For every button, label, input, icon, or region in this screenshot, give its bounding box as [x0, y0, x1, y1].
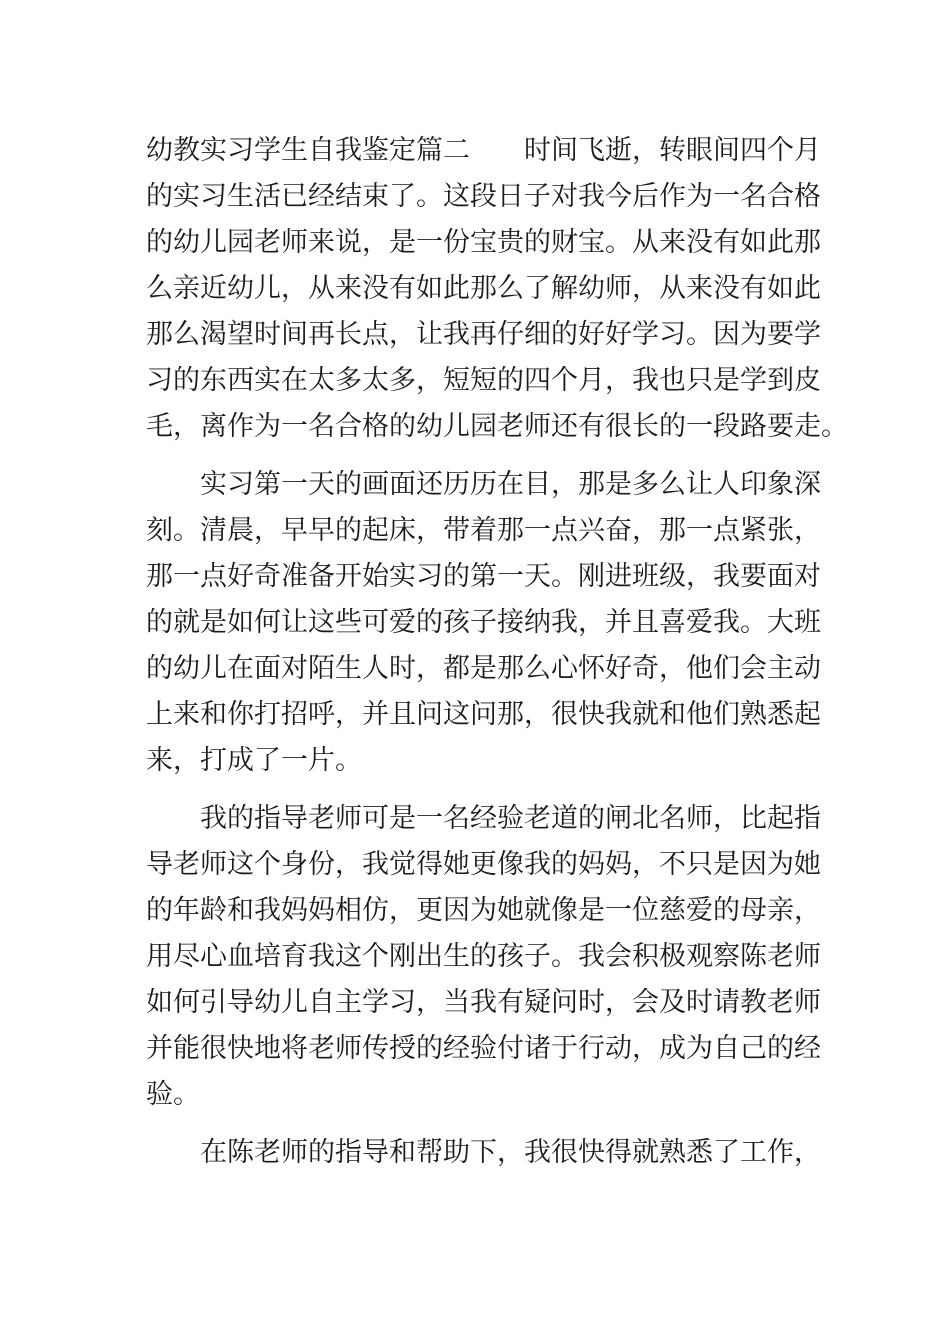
- paragraph-line: 那么渴望时间再长点，让我再仔细的好好学习。因为要学: [146, 319, 821, 350]
- paragraph-line: 如何引导幼儿自主学习，当我有疑问时，会及时请教老师: [146, 987, 821, 1018]
- paragraph-line: 用尽心血培育我这个刚出生的孩子。我会积极观察陈老师: [146, 941, 821, 972]
- paragraph-line: 毛，离作为一名合格的幼儿园老师还有很长的一段路要走。: [146, 411, 848, 442]
- paragraph-line: 在陈老师的指导和帮助下，我很快得就熟悉了工作，: [200, 1137, 821, 1168]
- paragraph-3: [146, 796, 821, 1118]
- paragraph-line: 的幼儿园老师来说，是一份宝贵的财宝。从来没有如此那: [146, 227, 821, 258]
- paragraph-line: 的年龄和我妈妈相仿，更因为她就像是一位慈爱的母亲，: [146, 895, 821, 926]
- paragraph-line: 幼教实习学生自我鉴定篇二 时间飞逝，转眼间四个月: [146, 135, 821, 166]
- paragraph-4: [146, 1130, 821, 1176]
- paragraph-line: 么亲近幼儿，从来没有如此那么了解幼师，从来没有如此: [146, 273, 821, 304]
- paragraph-gap: [146, 450, 816, 462]
- paragraph-line: 刻。清晨，早早的起床，带着那一点兴奋，那一点紧张，: [146, 515, 821, 546]
- paragraph-line: 那一点好奇准备开始实习的第一天。刚进班级，我要面对: [146, 561, 821, 592]
- paragraph-line: 来，打成了一片。: [146, 745, 362, 776]
- paragraph-line: 的幼儿在面对陌生人时，都是那么心怀好奇，他们会主动: [146, 653, 821, 684]
- paragraph-line: 我的指导老师可是一名经验老道的闸北名师，比起指: [200, 803, 821, 834]
- paragraph-gap: [146, 784, 816, 796]
- paragraph-line: 的实习生活已经结束了。这段日子对我今后作为一名合格: [146, 181, 821, 212]
- paragraph-line: 导老师这个身份，我觉得她更像我的妈妈，不只是因为她: [146, 849, 821, 880]
- document-body: [146, 128, 848, 1176]
- paragraph-line: 的就是如何让这些可爱的孩子接纳我，并且喜爱我。大班: [146, 607, 821, 638]
- paragraph-line: 上来和你打招呼，并且问这问那，很快我就和他们熟悉起: [146, 699, 821, 730]
- paragraph-1: [146, 128, 848, 450]
- paragraph-line: 习的东西实在太多太多，短短的四个月，我也只是学到皮: [146, 365, 821, 396]
- paragraph-line: 验。: [146, 1079, 200, 1110]
- paragraph-2: [146, 462, 821, 784]
- paragraph-gap: [146, 1118, 816, 1130]
- paragraph-line: 实习第一天的画面还历历在目，那是多么让人印象深: [200, 469, 821, 500]
- paragraph-line: 并能很快地将老师传授的经验付诸于行动，成为自己的经: [146, 1033, 821, 1064]
